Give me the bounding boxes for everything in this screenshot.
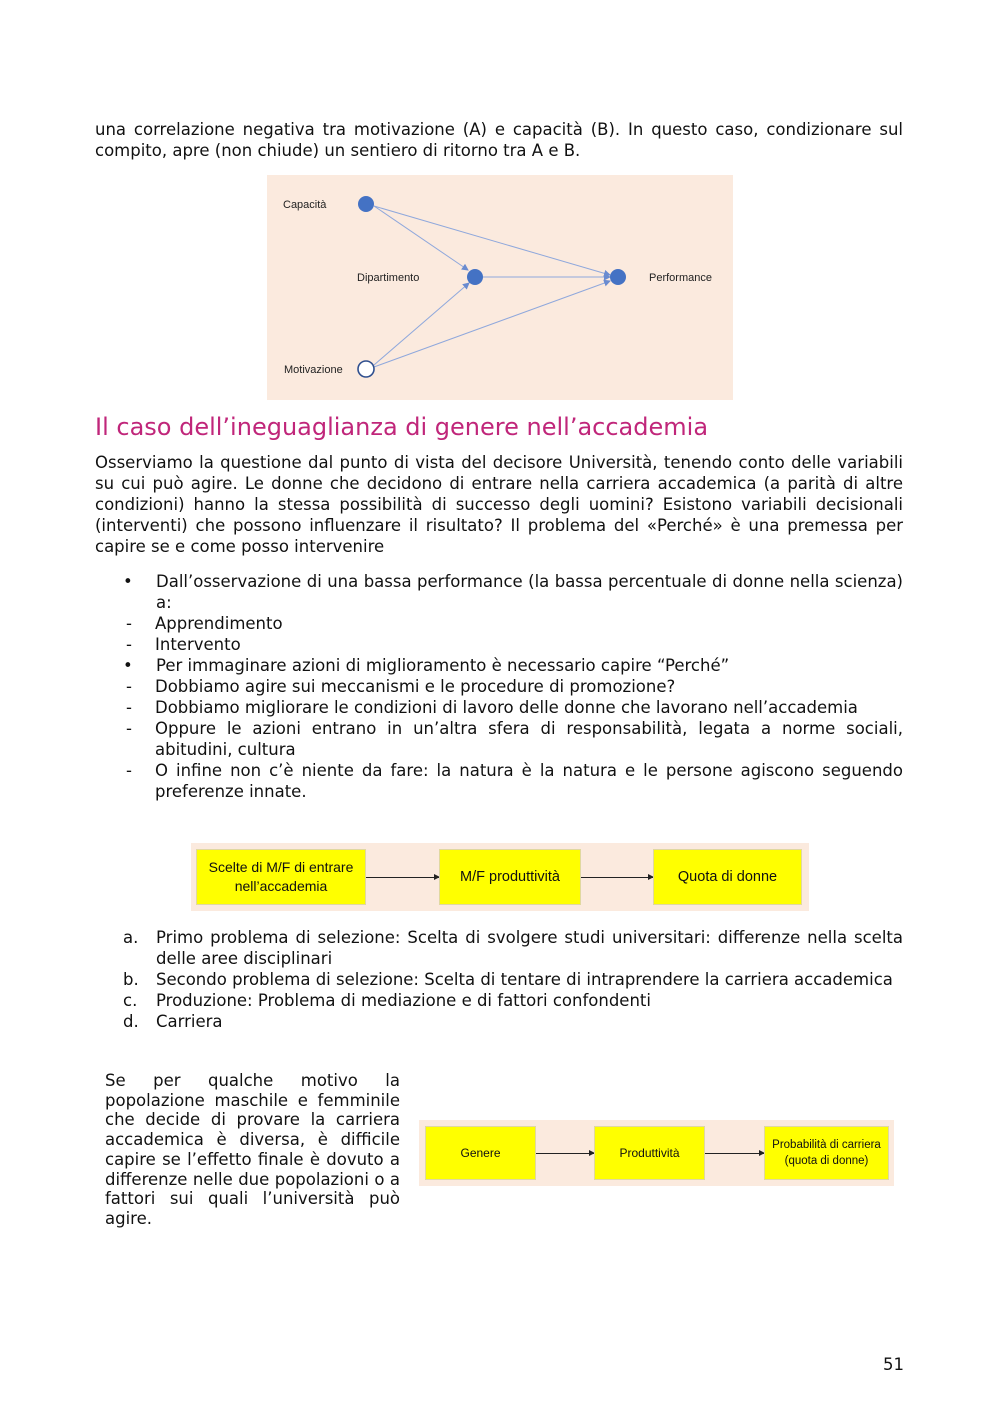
alpha-item [95, 969, 903, 990]
label-motivazione: Motivazione [284, 364, 343, 376]
dash-marker: - [126, 614, 132, 633]
flow2-box-genere: Genere [425, 1126, 536, 1180]
node-motivazione [358, 361, 374, 377]
node-performance [610, 269, 626, 285]
sub-item [34, 613, 903, 634]
dash-marker: - [126, 635, 132, 654]
dash-marker: - [126, 761, 132, 780]
label-dipartimento: Dipartimento [357, 272, 420, 284]
alpha-text: Produzione: Problema di mediazione e di fattori confondenti [156, 991, 651, 1010]
alpha-marker: d. [123, 1012, 139, 1031]
causal-dag-diagram [267, 175, 733, 400]
bullet-marker: • [123, 656, 133, 675]
section-title: Il caso dell’ineguaglianza di genere nell’accademia [95, 413, 709, 441]
dash-marker: - [126, 719, 132, 738]
edge-motivazione-dipartimento [374, 283, 469, 365]
sub-item-text: Dobbiamo agire sui meccanismi e le procedure di promozione? [155, 677, 676, 696]
section-paragraph: Osserviamo la questione dal punto di vista del decisore Università, tenendo conto delle variabili su cui può agire. Le donne che decidono di entrare nella carriera accademica (a parità di altre condizioni) hanno la stessa possibilità di successo degli uomini? Esistono variabili decisionali (interventi) che possono influenzare il risultato? Il problema del «Perché» è una premessa per capire se e come posso intervenire [95, 453, 903, 556]
alpha-item [95, 990, 903, 1011]
edge-capacita-performance [374, 206, 610, 275]
bullet-item [95, 655, 903, 676]
flow2-box-probabilita: Probabilità di carriera (quota di donne) [764, 1126, 889, 1180]
causal-dag-figure [267, 175, 733, 400]
sub-item [34, 676, 903, 697]
alpha-text: Primo problema di selezione: Scelta di svolgere studi universitari: differenze nella scelta delle aree disciplinari [156, 928, 903, 968]
page-number: 51 [883, 1355, 904, 1374]
edge-motivazione-performance [374, 281, 610, 367]
sub-item-text: Dobbiamo migliorare le condizioni di lavoro delle donne che lavorano nell’accademia [155, 698, 858, 717]
intro-paragraph: una correlazione negativa tra motivazione (A) e capacità (B). In questo caso, condizionare sul compito, apre (non chiude) un sentiero di ritorno tra A e B. [95, 120, 903, 160]
dash-marker: - [126, 677, 132, 696]
alpha-marker: b. [123, 970, 139, 989]
side-paragraph: Se per qualche motivo la popolazione maschile e femminile che decide di provare la carriera accademica è diversa, è difficile capire se l’effetto finale è dovuto a differenze nelle due popolazioni o a fattori sui quali l’università può agire. [105, 1071, 400, 1228]
flow1-box-quota: Quota di donne [653, 849, 802, 905]
node-dipartimento [467, 269, 483, 285]
alpha-text: Secondo problema di selezione: Scelta di tentare di intraprendere la carriera accademica [156, 970, 893, 989]
flow1-box-choices: Scelte di M/F di entrare nell’accademia [196, 849, 366, 905]
flow-diagram-1 [191, 843, 809, 911]
alpha-item [95, 927, 903, 969]
flow2-box-produttivita: Produttività [594, 1126, 705, 1180]
sub-item [34, 634, 903, 655]
sub-item [34, 697, 903, 718]
edge-capacita-dipartimento [374, 206, 468, 270]
sub-item-text: O infine non c’è niente da fare: la natura è la natura e le persone agiscono seguendo preferenze innate. [155, 761, 903, 801]
alpha-text: Carriera [156, 1012, 223, 1031]
bullet-list [95, 571, 903, 802]
alpha-list [95, 927, 903, 1032]
flow1-box-productivity: M/F produttività [439, 849, 581, 905]
node-capacita [358, 196, 374, 212]
dash-marker: - [126, 698, 132, 717]
sub-item [34, 718, 903, 760]
flow1-arrow-1 [366, 877, 439, 878]
bullet-text: Per immaginare azioni di miglioramento è necessario capire “Perché” [156, 656, 730, 675]
bullet-item [95, 571, 903, 613]
flow-diagram-2 [419, 1120, 894, 1186]
bullet-marker: • [123, 572, 133, 591]
sub-item-text: Oppure le azioni entrano in un’altra sfera di responsabilità, legata a norme sociali, abitudini, cultura [155, 719, 903, 759]
flow2-arrow-2 [705, 1153, 764, 1154]
label-performance: Performance [649, 272, 712, 284]
label-capacita: Capacità [283, 199, 327, 211]
alpha-item [95, 1011, 903, 1032]
sub-item [34, 760, 903, 802]
bullet-text: Dall’osservazione di una bassa performance (la bassa percentuale di donne nella scienza) a: [156, 572, 903, 612]
sub-item-text: Apprendimento [155, 614, 283, 633]
alpha-marker: a. [123, 928, 139, 947]
flow2-arrow-1 [536, 1153, 594, 1154]
flow1-arrow-2 [581, 877, 653, 878]
alpha-marker: c. [123, 991, 138, 1010]
sub-item-text: Intervento [155, 635, 241, 654]
